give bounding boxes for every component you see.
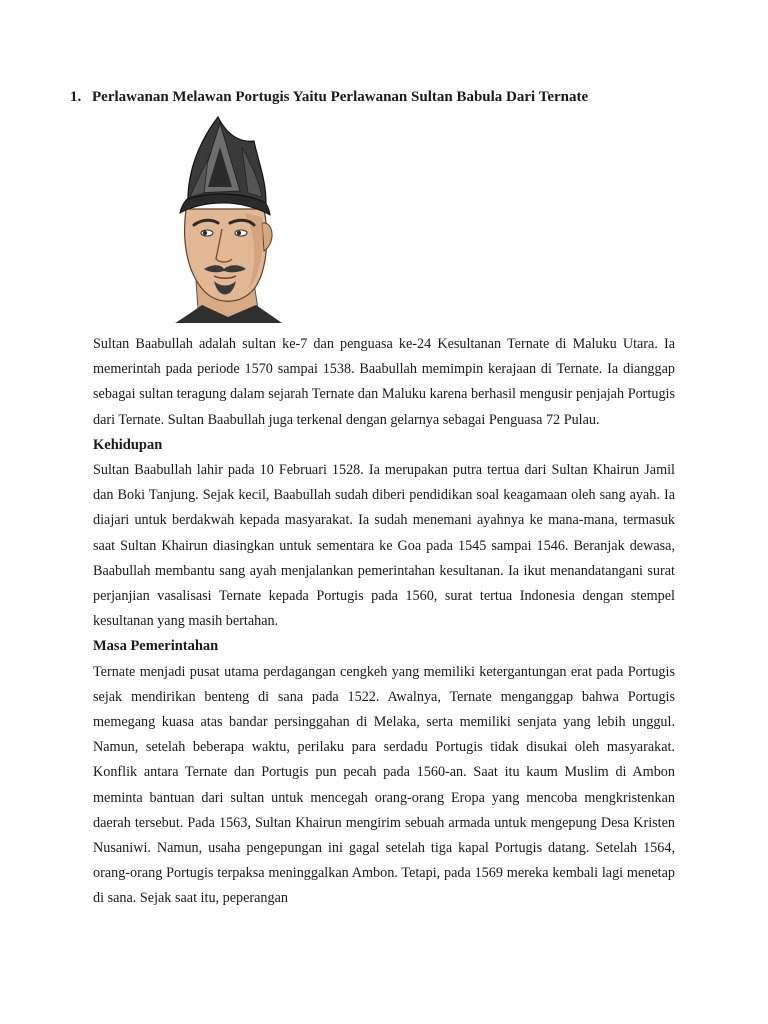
portrait-ear [262, 223, 272, 251]
section-title-masa-pemerintahan: Masa Pemerintahan [93, 638, 219, 655]
heading-text: Perlawanan Melawan Portugis Yaitu Perlawanan Sultan Babula Dari Ternate [92, 89, 589, 105]
intro-paragraph: Sultan Baabullah adalah sultan ke-7 dan penguasa ke-24 Kesultanan Ternate di Maluku Utara. Ia memerintah pada periode 1570 sampai 1538. Baabullah memimpin kerajaan di Ternate. Ia dianggap sebagai sultan teragung dalam sejarah Ternate dan Maluku karena berhasil mengusir penjajah Portugis dari Ternate. Sultan Baabullah juga terkenal dengan gelarnya sebagai Penguasa 72 Pulau. [93, 336, 675, 428]
masa-pemerintahan-paragraph: Ternate menjadi pusat utama perdagangan cengkeh yang memiliki ketergantungan erat pada Portugis sejak mendirikan benteng di sana pada 1522. Awalnya, Ternate menganggap bahwa Portugis memegang kuasa atas bandar persinggahan di Melaka, serta memiliki senjata yang lebih unggul. Namun, setelah beberapa waktu, perilaku para serdadu Portugis tidak disukai oleh masyarakat. Konflik antara Ternate dan Portugis pun pecah pada 1560-an. Saat itu kaum Muslim di Ambon meminta bantuan dari sultan untuk mencegah orang-orang Eropa yang mencoba mengkristenkan daerah tersebut. Pada 1563, Sultan Khairun mengirim sebuah armada untuk mengepung Desa Kristen Nusaniwi. Namun, usaha pengepungan ini gagal setelah tiga kapal Portugis datang. Setelah 1564, orang-orang Portugis terpaksa meninggalkan Ambon. Tetapi, pada 1569 mereka kembali lagi menetap di sana. Sejak saat itu, peperangan [93, 663, 675, 907]
section-title-kehidupan: Kehidupan [93, 436, 163, 453]
section-heading [70, 87, 710, 107]
kehidupan-paragraph: Sultan Baabullah lahir pada 10 Februari 1528. Ia merupakan putra tertua dari Sultan Khairun Jamil dan Boki Tanjung. Sejak kecil, Baabullah sudah diberi pendidikan soal keagamaan oleh sang ayah. Ia diajari untuk berdakwah kepada masyarakat. Ia sudah menemani ayahnya ke mana-mana, termasuk saat Sultan Khairun diasingkan untuk sementara ke Goa pada 1545 sampai 1546. Beranjak dewasa, Baabullah membantu sang ayah menjalankan pemerintahan kesultanan. Ia ikut menandatangani surat perjanjian vasalisasi Ternate kepada Portugis pada 1560, surat tertua Indonesia dengan stempel kesultanan yang masih bertahan. [93, 462, 675, 630]
document-body [93, 332, 675, 912]
heading-number: 1. [70, 89, 82, 105]
sultan-portrait-illustration [158, 113, 290, 323]
